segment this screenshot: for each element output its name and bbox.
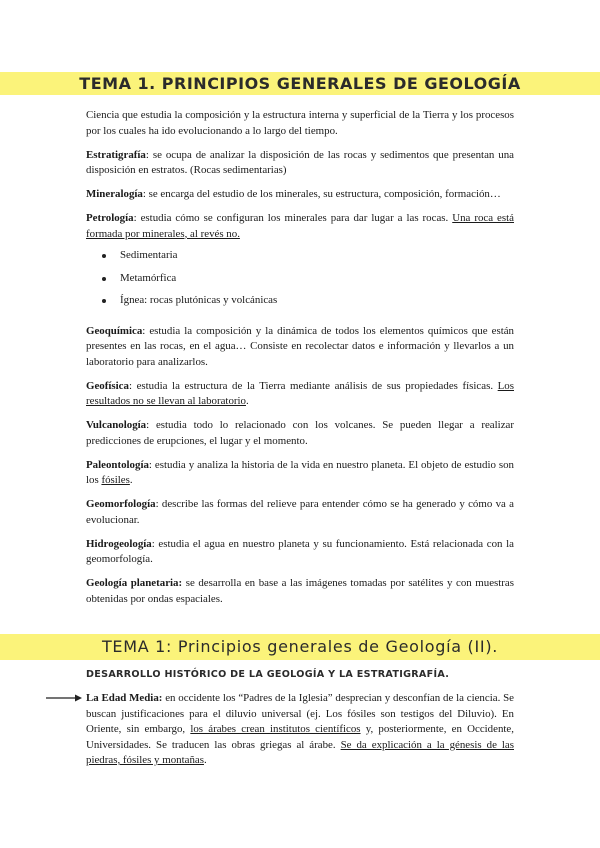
definition-text: se desarrolla en base a las imágenes tomadas por satélites y con muestras obtenidas por ondas espaciales.	[86, 577, 514, 605]
definition-text: y, posteriormente, en Occidente, Universidades. Se traducen las obras griegas al árabe.	[86, 723, 514, 751]
term: Geología planetaria:	[86, 577, 183, 589]
definition-text: : se encarga del estudio de los minerales, su estructura, composición, formación…	[142, 188, 501, 200]
underlined-text: Una roca está formada por minerales, al revés no.	[86, 212, 514, 240]
definition-hidrogeologia	[86, 537, 514, 568]
section-1-body	[86, 108, 514, 616]
section-title: TEMA 1. PRINCIPIOS GENERALES DE GEOLOGÍA	[79, 74, 521, 93]
definition-paleontologia	[86, 458, 514, 489]
section-title-band	[0, 72, 600, 95]
section-subtitle: DESARROLLO HISTÓRICO DE LA GEOLOGÍA Y LA ESTRATIGRAFÍA.	[86, 669, 450, 680]
list-item	[86, 271, 514, 294]
list-item	[86, 248, 514, 271]
list-item-text: Metamórfica	[120, 271, 177, 284]
term: Vulcanología	[86, 419, 147, 431]
list-item-text: Ígnea: rocas plutónicas y volcánicas	[120, 294, 278, 306]
definition-text: : estudia todo lo relacionado con los volcanes. Se pueden llegar a realizar predicciones de erupciones, el lugar y el momento.	[86, 419, 514, 447]
list-item	[86, 293, 514, 316]
definition-text: : estudia cómo se configuran los minerales para dar lugar a las rocas.	[133, 212, 453, 224]
underlined-text: los árabes crean institutos científicos	[190, 723, 361, 735]
definition-text: en occidente los “Padres de la Iglesia” desprecian y desconfían de la ciencia. Se buscan justificaciones para el diluvio universal (ej. Los fósiles son testigos del Diluvio). En Oriente, sin embargo,	[86, 692, 514, 735]
definition-estratigrafia	[86, 148, 514, 179]
bullet-icon	[102, 299, 106, 303]
definition-geofisica	[86, 379, 514, 410]
definition-text: : se ocupa de analizar la disposición de las rocas y sedimentos que presentan una disposición en estratos. (Rocas sedimentarias)	[86, 148, 514, 176]
punctuation: .	[245, 395, 249, 407]
definition-geoquimica	[86, 324, 514, 371]
intro-paragraph: Ciencia que estudia la composición y la estructura interna y superficial de la Tierra y los procesos por los cuales ha ido evolucionando a lo largo del tiempo.	[86, 109, 514, 137]
bullet-icon	[102, 277, 106, 281]
underlined-text: fósiles	[101, 474, 130, 486]
term: Hidrogeología	[86, 537, 152, 550]
definition-geologia-planetaria	[86, 576, 514, 607]
term: Geomorfología	[86, 498, 156, 510]
section-2-body	[86, 691, 514, 769]
definition-text: : estudia el agua en nuestro planeta y su funcionamiento. Está relacionada con la geomorfología.	[86, 537, 514, 565]
punctuation: .	[203, 754, 207, 766]
section-title-band	[0, 634, 600, 660]
term: Geofísica	[86, 379, 129, 392]
definition-vulcanologia	[86, 418, 514, 449]
definition-text: : estudia la composición y la dinámica de todos los elementos químicos que están presentes en las rocas, en el agua… Consiste en recolectar datos e información y llevarlos a un laboratorio para analizarlos.	[86, 324, 514, 368]
definition-text: : estudia y analiza la historia de la vida en nuestro planeta. El objeto de estudio son los	[86, 458, 514, 486]
definition-text: : describe las formas del relieve para entender cómo se ha generado y cómo va a evolucionar.	[86, 498, 514, 526]
term: Geoquímica	[86, 324, 143, 337]
definition-edad-media	[86, 691, 514, 769]
list-item-text: Sedimentaria	[120, 249, 178, 261]
definition-text: : estudia la estructura de la Tierra mediante análisis de sus propiedades físicas.	[128, 379, 498, 392]
rock-types-list	[86, 248, 514, 316]
term: Mineralogía	[86, 188, 143, 200]
definition-mineralogia	[86, 187, 514, 203]
term: Petrología	[86, 212, 134, 224]
definition-geomorfologia	[86, 497, 514, 528]
term: Estratigrafía	[86, 148, 146, 161]
term: La Edad Media:	[86, 692, 163, 704]
definition-petrologia	[86, 211, 514, 242]
punctuation: .	[129, 474, 133, 486]
underlined-text: Los resultados no se llevan al laboratorio	[86, 379, 514, 407]
term: Paleontología	[86, 458, 149, 471]
bullet-icon	[102, 254, 106, 258]
arrow-right-icon	[45, 691, 83, 705]
section-title: TEMA 1: Principios generales de Geología (II).	[101, 637, 499, 656]
underlined-text: Se da explicación a la génesis de las piedras, fósiles y montañas	[86, 738, 514, 766]
